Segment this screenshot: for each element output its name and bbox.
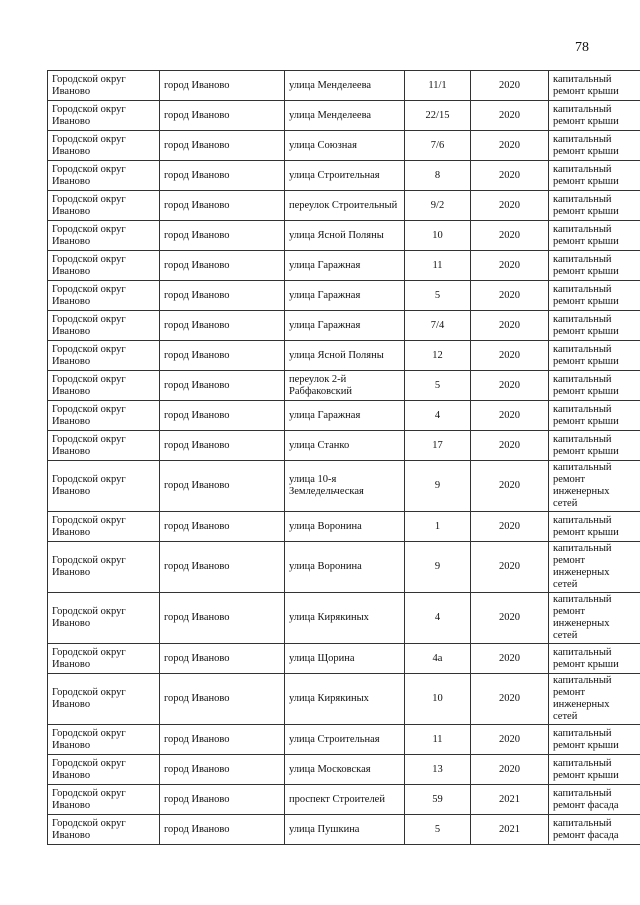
district-cell: Городской округ Иваново <box>48 785 160 815</box>
year-cell: 2020 <box>471 341 549 371</box>
street-cell: улица Менделеева <box>285 101 405 131</box>
table-row <box>48 593 640 644</box>
city-cell: город Иваново <box>160 311 285 341</box>
district-cell: Городской округ Иваново <box>48 311 160 341</box>
table-row <box>48 251 640 281</box>
city-cell: город Иваново <box>160 644 285 674</box>
street-cell: улица Щорина <box>285 644 405 674</box>
work-type-cell: капитальный ремонт крыши <box>549 71 640 101</box>
year-cell: 2020 <box>471 725 549 755</box>
table-row <box>48 371 640 401</box>
work-type-cell: капитальный ремонт инженерных сетей <box>549 593 640 644</box>
table-row <box>48 755 640 785</box>
house-number-cell: 10 <box>405 674 471 725</box>
year-cell: 2020 <box>471 755 549 785</box>
city-cell: город Иваново <box>160 131 285 161</box>
page-number: 78 <box>575 40 589 55</box>
work-type-cell: капитальный ремонт крыши <box>549 341 640 371</box>
street-cell: улица Гаражная <box>285 281 405 311</box>
house-number-cell: 11 <box>405 251 471 281</box>
district-cell: Городской округ Иваново <box>48 461 160 512</box>
house-number-cell: 7/4 <box>405 311 471 341</box>
district-cell: Городской округ Иваново <box>48 371 160 401</box>
year-cell: 2020 <box>471 191 549 221</box>
work-type-cell: капитальный ремонт крыши <box>549 431 640 461</box>
house-number-cell: 10 <box>405 221 471 251</box>
district-cell: Городской округ Иваново <box>48 161 160 191</box>
work-type-cell: капитальный ремонт крыши <box>549 221 640 251</box>
district-cell: Городской округ Иваново <box>48 815 160 845</box>
city-cell: город Иваново <box>160 401 285 431</box>
house-number-cell: 4а <box>405 644 471 674</box>
street-cell: улица Гаражная <box>285 401 405 431</box>
house-number-cell: 9/2 <box>405 191 471 221</box>
city-cell: город Иваново <box>160 461 285 512</box>
table-row <box>48 542 640 593</box>
street-cell: улица Воронина <box>285 512 405 542</box>
work-type-cell: капитальный ремонт крыши <box>549 755 640 785</box>
house-number-cell: 4 <box>405 593 471 644</box>
table-row <box>48 281 640 311</box>
city-cell: город Иваново <box>160 674 285 725</box>
city-cell: город Иваново <box>160 71 285 101</box>
year-cell: 2021 <box>471 815 549 845</box>
street-cell: улица Гаражная <box>285 311 405 341</box>
table-row <box>48 161 640 191</box>
district-cell: Городской округ Иваново <box>48 71 160 101</box>
work-type-cell: капитальный ремонт крыши <box>549 281 640 311</box>
table-row <box>48 461 640 512</box>
city-cell: город Иваново <box>160 281 285 311</box>
year-cell: 2020 <box>471 101 549 131</box>
house-number-cell: 5 <box>405 281 471 311</box>
district-cell: Городской округ Иваново <box>48 131 160 161</box>
year-cell: 2020 <box>471 461 549 512</box>
street-cell: переулок Строительный <box>285 191 405 221</box>
year-cell: 2020 <box>471 251 549 281</box>
street-cell: проспект Строителей <box>285 785 405 815</box>
house-number-cell: 5 <box>405 815 471 845</box>
year-cell: 2020 <box>471 593 549 644</box>
work-type-cell: капитальный ремонт инженерных сетей <box>549 461 640 512</box>
house-number-cell: 8 <box>405 161 471 191</box>
district-cell: Городской округ Иваново <box>48 755 160 785</box>
house-number-cell: 11 <box>405 725 471 755</box>
work-type-cell: капитальный ремонт крыши <box>549 401 640 431</box>
street-cell: улица 10-я Земледельческая <box>285 461 405 512</box>
district-cell: Городской округ Иваново <box>48 221 160 251</box>
street-cell: улица Гаражная <box>285 251 405 281</box>
table-row <box>48 101 640 131</box>
street-cell: улица Строительная <box>285 161 405 191</box>
street-cell: улица Пушкина <box>285 815 405 845</box>
street-cell: улица Станко <box>285 431 405 461</box>
street-cell: улица Московская <box>285 755 405 785</box>
district-cell: Городской округ Иваново <box>48 593 160 644</box>
house-number-cell: 4 <box>405 401 471 431</box>
street-cell: улица Ясной Поляны <box>285 341 405 371</box>
table-body <box>48 71 640 845</box>
street-cell: переулок 2-й Рабфаковский <box>285 371 405 401</box>
work-type-cell: капитальный ремонт крыши <box>549 512 640 542</box>
street-cell: улица Воронина <box>285 542 405 593</box>
table-row <box>48 311 640 341</box>
table-row <box>48 131 640 161</box>
district-cell: Городской округ Иваново <box>48 191 160 221</box>
work-type-cell: капитальный ремонт крыши <box>549 644 640 674</box>
district-cell: Городской округ Иваново <box>48 401 160 431</box>
street-cell: улица Менделеева <box>285 71 405 101</box>
year-cell: 2020 <box>471 674 549 725</box>
house-number-cell: 17 <box>405 431 471 461</box>
table-row <box>48 341 640 371</box>
table-row <box>48 674 640 725</box>
city-cell: город Иваново <box>160 251 285 281</box>
year-cell: 2020 <box>471 71 549 101</box>
house-number-cell: 13 <box>405 755 471 785</box>
work-type-cell: капитальный ремонт фасада <box>549 815 640 845</box>
table-row <box>48 512 640 542</box>
city-cell: город Иваново <box>160 593 285 644</box>
city-cell: город Иваново <box>160 815 285 845</box>
repair-schedule-table <box>47 70 640 845</box>
street-cell: улица Кирякиных <box>285 674 405 725</box>
work-type-cell: капитальный ремонт крыши <box>549 311 640 341</box>
year-cell: 2020 <box>471 401 549 431</box>
work-type-cell: капитальный ремонт инженерных сетей <box>549 674 640 725</box>
year-cell: 2020 <box>471 281 549 311</box>
house-number-cell: 9 <box>405 461 471 512</box>
table-row <box>48 725 640 755</box>
year-cell: 2020 <box>471 542 549 593</box>
street-cell: улица Союзная <box>285 131 405 161</box>
city-cell: город Иваново <box>160 725 285 755</box>
city-cell: город Иваново <box>160 431 285 461</box>
city-cell: город Иваново <box>160 371 285 401</box>
table-row <box>48 221 640 251</box>
district-cell: Городской округ Иваново <box>48 281 160 311</box>
city-cell: город Иваново <box>160 341 285 371</box>
work-type-cell: капитальный ремонт крыши <box>549 191 640 221</box>
year-cell: 2020 <box>471 161 549 191</box>
house-number-cell: 1 <box>405 512 471 542</box>
district-cell: Городской округ Иваново <box>48 431 160 461</box>
city-cell: город Иваново <box>160 101 285 131</box>
table-row <box>48 191 640 221</box>
district-cell: Городской округ Иваново <box>48 512 160 542</box>
street-cell: улица Кирякиных <box>285 593 405 644</box>
year-cell: 2020 <box>471 221 549 251</box>
city-cell: город Иваново <box>160 191 285 221</box>
city-cell: город Иваново <box>160 542 285 593</box>
year-cell: 2020 <box>471 644 549 674</box>
district-cell: Городской округ Иваново <box>48 101 160 131</box>
district-cell: Городской округ Иваново <box>48 542 160 593</box>
year-cell: 2021 <box>471 785 549 815</box>
district-cell: Городской округ Иваново <box>48 725 160 755</box>
year-cell: 2020 <box>471 431 549 461</box>
district-cell: Городской округ Иваново <box>48 251 160 281</box>
work-type-cell: капитальный ремонт крыши <box>549 371 640 401</box>
house-number-cell: 11/1 <box>405 71 471 101</box>
table-row <box>48 431 640 461</box>
table-row <box>48 815 640 845</box>
work-type-cell: капитальный ремонт фасада <box>549 785 640 815</box>
city-cell: город Иваново <box>160 512 285 542</box>
city-cell: город Иваново <box>160 161 285 191</box>
work-type-cell: капитальный ремонт крыши <box>549 101 640 131</box>
year-cell: 2020 <box>471 512 549 542</box>
table-row <box>48 785 640 815</box>
table-row <box>48 644 640 674</box>
work-type-cell: капитальный ремонт крыши <box>549 725 640 755</box>
house-number-cell: 22/15 <box>405 101 471 131</box>
year-cell: 2020 <box>471 371 549 401</box>
work-type-cell: капитальный ремонт инженерных сетей <box>549 542 640 593</box>
house-number-cell: 7/6 <box>405 131 471 161</box>
table-row <box>48 71 640 101</box>
city-cell: город Иваново <box>160 755 285 785</box>
street-cell: улица Строительная <box>285 725 405 755</box>
street-cell: улица Ясной Поляны <box>285 221 405 251</box>
year-cell: 2020 <box>471 311 549 341</box>
year-cell: 2020 <box>471 131 549 161</box>
house-number-cell: 12 <box>405 341 471 371</box>
district-cell: Городской округ Иваново <box>48 644 160 674</box>
work-type-cell: капитальный ремонт крыши <box>549 161 640 191</box>
city-cell: город Иваново <box>160 785 285 815</box>
district-cell: Городской округ Иваново <box>48 341 160 371</box>
house-number-cell: 5 <box>405 371 471 401</box>
house-number-cell: 9 <box>405 542 471 593</box>
table-row <box>48 401 640 431</box>
work-type-cell: капитальный ремонт крыши <box>549 131 640 161</box>
work-type-cell: капитальный ремонт крыши <box>549 251 640 281</box>
city-cell: город Иваново <box>160 221 285 251</box>
house-number-cell: 59 <box>405 785 471 815</box>
district-cell: Городской округ Иваново <box>48 674 160 725</box>
